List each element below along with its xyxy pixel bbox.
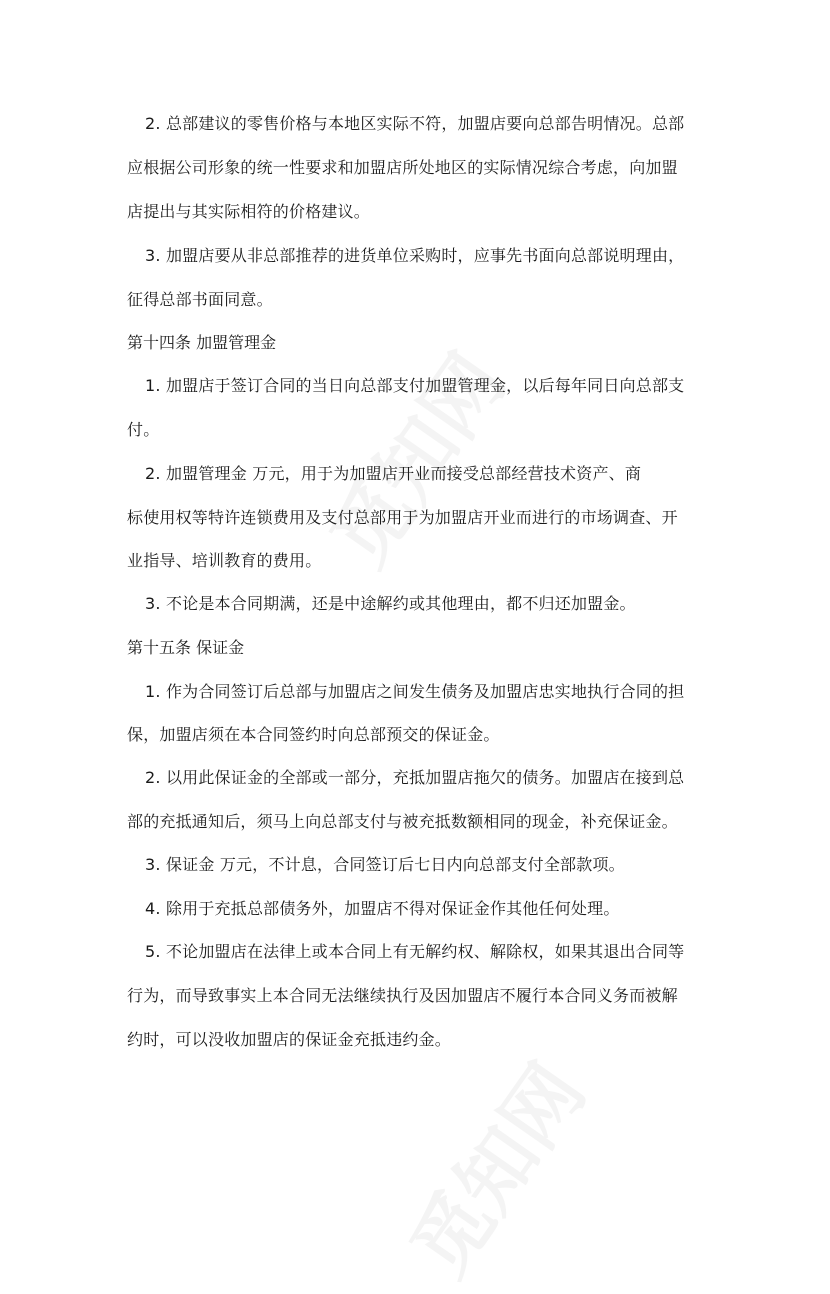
article-15-heading: 第十五条 保证金 xyxy=(127,638,245,657)
paragraph-line: 征得总部书面同意。 xyxy=(127,290,273,309)
paragraph-line: 标使用权等特许连锁费用及支付总部用于为加盟店开业而进行的市场调查、开 xyxy=(127,508,678,527)
paragraph-line: 店提出与其实际相符的价格建议。 xyxy=(127,202,371,221)
paragraph-line: 5. 不论加盟店在法律上或本合同上有无解约权、解除权，如果其退出合同等 xyxy=(145,942,685,961)
paragraph-line: 2. 总部建议的零售价格与本地区实际不符，加盟店要向总部告明情况。总部 xyxy=(145,114,685,133)
paragraph-line: 约时，可以没收加盟店的保证金充抵违约金。 xyxy=(127,1030,452,1049)
watermark xyxy=(300,328,526,584)
paragraph-line: 行为，而导致事实上本合同无法继续执行及因加盟店不履行本合同义务而被解 xyxy=(127,986,678,1005)
paragraph-line: 1. 加盟店于签订合同的当日向总部支付加盟管理金，以后每年同日向总部支 xyxy=(145,376,685,395)
paragraph-line: 部的充抵通知后，须马上向总部支付与被充抵数额相同的现金，补充保证金。 xyxy=(127,812,678,831)
paragraph-line: 2. 加盟管理金 万元，用于为加盟店开业而接受总部经营技术资产、商 xyxy=(145,464,642,483)
paragraph-line: 1. 作为合同签订后总部与加盟店之间发生债务及加盟店忠实地执行合同的担 xyxy=(145,682,685,701)
paragraph-line: 付。 xyxy=(127,420,160,439)
paragraph-line: 应根据公司形象的统一性要求和加盟店所处地区的实际情况综合考虑，向加盟 xyxy=(127,158,678,177)
watermark-lower xyxy=(380,1038,606,1294)
paragraph-line: 2. 以用此保证金的全部或一部分，充抵加盟店拖欠的债务。加盟店在接到总 xyxy=(145,768,685,787)
paragraph-line: 3. 不论是本合同期满，还是中途解约或其他理由，都不归还加盟金。 xyxy=(145,594,636,613)
paragraph-line: 3. 保证金 万元，不计息，合同签订后七日内向总部支付全部款项。 xyxy=(145,855,625,874)
article-14-heading: 第十四条 加盟管理金 xyxy=(127,333,277,352)
paragraph-line: 保，加盟店须在本合同签约时向总部预交的保证金。 xyxy=(127,725,500,744)
paragraph-line: 4. 除用于充抵总部债务外，加盟店不得对保证金作其他任何处理。 xyxy=(145,899,620,918)
paragraph-line: 3. 加盟店要从非总部推荐的进货单位采购时，应事先书面向总部说明理由， xyxy=(145,246,685,265)
paragraph-line: 业指导、培训教育的费用。 xyxy=(127,551,322,570)
